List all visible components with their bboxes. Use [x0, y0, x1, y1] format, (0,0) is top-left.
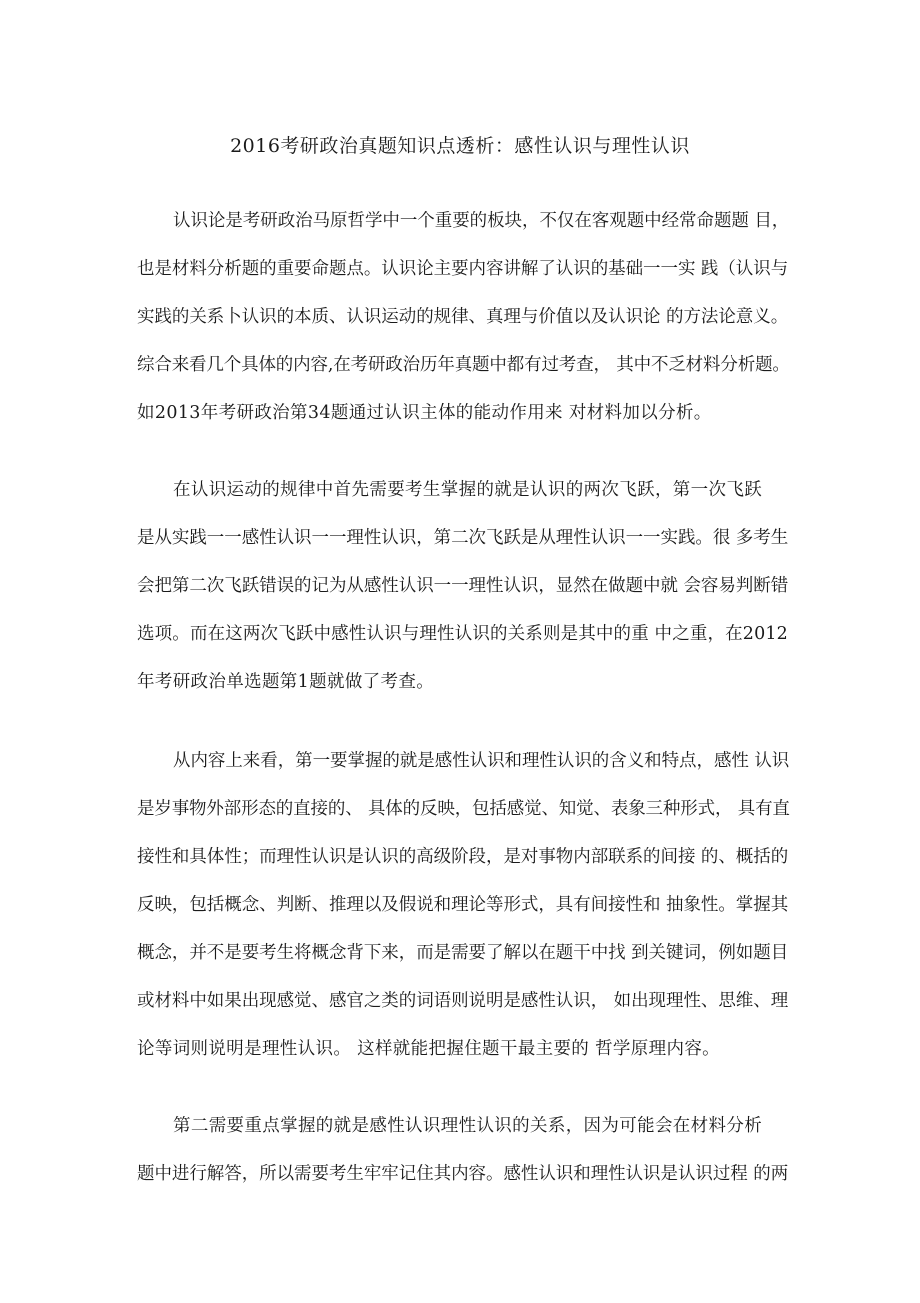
paragraph-line: 实践的关系卜认识的本质、认识运动的规律、真理与价值以及认识论 的方法论意义。: [137, 307, 789, 327]
paragraph-line: 是岁事物外部形态的直接的、 具体的反映，包括感觉、知觉、表象三种形式， 具有直: [137, 799, 790, 819]
paragraph-line: 如2013年考研政治第34题通过认识主体的能动作用来 对材料加以分析。: [137, 403, 712, 423]
paragraph-line: 题中进行解答，所以需要考生牢牢记住其内容。感性认识和理性认识是认识过程 的两: [137, 1164, 789, 1184]
paragraph-line: 论等词则说明是理性认识。 这样就能把握住题干最主要的 哲学原理内容。: [137, 1039, 721, 1059]
paragraph-line: 综合来看几个具体的内容,在考研政治历年真题中都有过考查， 其中不乏材料分析题。: [137, 355, 790, 375]
paragraph-line: 在认识运动的规律中首先需要考生掌握的就是认识的两次飞跃，第一次飞跃: [173, 480, 763, 500]
paragraph-line: 从内容上来看，第一要掌握的就是感性认识和理性认识的含义和特点，感性 认识: [173, 751, 790, 771]
paragraph-line: 或材料中如果出现感觉、感官之类的词语则说明是感性认识， 如出现理性、思维、理: [137, 991, 789, 1011]
paragraph-line: 选项。而在这两次飞跃中感性认识与理性认识的关系则是其中的重 中之重，在2012: [137, 624, 788, 644]
paragraph-line: 是从实践一一感性认识一一理性认识，第二次飞跃是从理性认识一一实践。很 多考生: [137, 528, 789, 548]
paragraph-line: 接性和具体性；而理性认识是认识的高级阶段，是对事物内部联系的间接 的、概括的: [137, 847, 789, 867]
paragraph-line: 认识论是考研政治马原哲学中一个重要的板块，不仅在客观题中经常命题题 目，: [173, 211, 790, 231]
paragraph-line: 第二需要重点掌握的就是感性认识理性认识的关系，因为可能会在材料分析: [173, 1116, 763, 1136]
document-title: 2016考研政治真题知识点透析：感性认识与理性认识: [230, 135, 690, 157]
paragraph-line: 年考研政治单选题第1题就做了考查。: [137, 672, 435, 692]
paragraph-line: 会把第二次飞跃错误的记为从感性认识一一理性认识，显然在做题中就 会容易判断错: [137, 576, 789, 596]
paragraph-line: 反映，包括概念、判断、推理以及假说和理论等形式，具有间接性和 抽象性。掌握其: [137, 895, 789, 915]
paragraph-line: 概念，并不是要考生将概念背下来，而是需要了解以在题干中找 到关键词，例如题目: [137, 943, 789, 963]
paragraph-line: 也是材料分析题的重要命题点。认识论主要内容讲解了认识的基础一一实 践（认识与: [137, 259, 789, 279]
